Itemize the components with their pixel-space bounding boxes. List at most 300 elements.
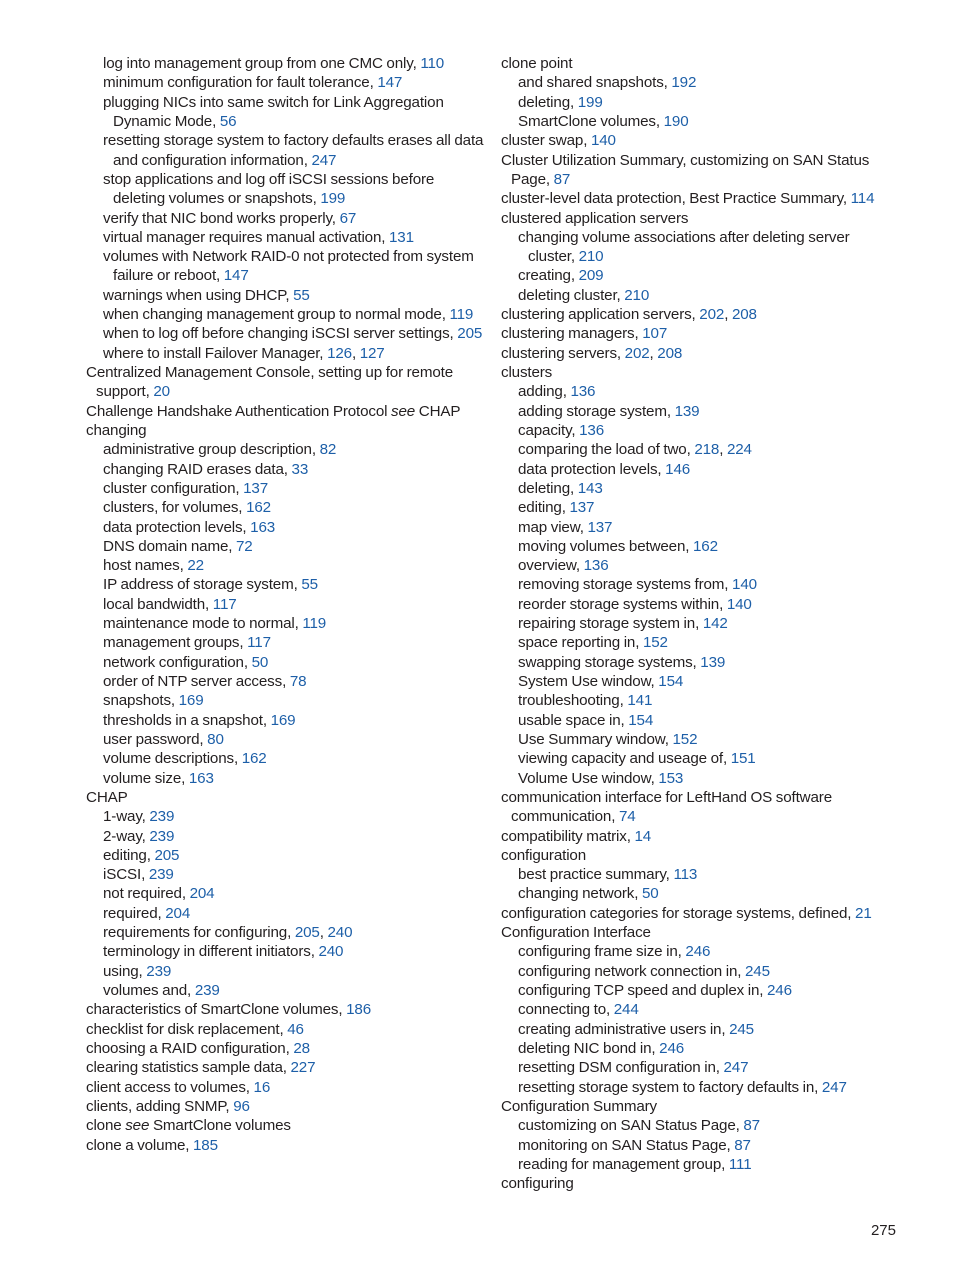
index-entry	[86, 1116, 488, 1135]
entry-text: configuration categories for storage systems, defined,	[501, 904, 856, 922]
entry-text: plugging NICs into same switch for Link Aggregation Dynamic Mode,	[103, 93, 444, 130]
page-link[interactable]: 152	[672, 730, 698, 748]
index-subentry	[518, 266, 893, 285]
entry-text: resetting storage system to factory defaults erases all data and configuration information,	[103, 132, 484, 169]
page-link[interactable]: 21	[855, 904, 872, 922]
entry-text: choosing a RAID configuration,	[86, 1039, 294, 1057]
page-link[interactable]: 117	[212, 595, 237, 613]
index-subentry	[103, 54, 488, 73]
page-link[interactable]: 137	[243, 479, 268, 497]
page-link[interactable]: 185	[193, 1136, 218, 1154]
entry-text: changing volume associations after deleting server cluster,	[518, 228, 850, 266]
page-link[interactable]: 224	[726, 441, 752, 459]
index-subentry	[103, 691, 488, 710]
page-link[interactable]: 14	[634, 827, 652, 845]
page-link[interactable]: 87	[734, 1136, 751, 1154]
entry-text: clustering application servers,	[501, 306, 700, 324]
page-link[interactable]: 113	[673, 866, 698, 884]
page-link[interactable]: 239	[149, 827, 175, 845]
index-subentry	[103, 170, 488, 209]
entry-text: iSCSI,	[103, 866, 149, 884]
index-entry	[86, 1000, 488, 1019]
entry-text: configuring frame size in,	[518, 943, 686, 961]
page-link[interactable]: 67	[339, 209, 357, 227]
index-subentry	[103, 672, 488, 691]
index-subentry	[103, 228, 488, 247]
page-link[interactable]: 131	[389, 228, 414, 246]
page-link[interactable]: 22	[187, 557, 204, 575]
index-entry	[501, 846, 893, 865]
page-link[interactable]: 239	[149, 808, 175, 826]
entry-text: IP address of storage system,	[103, 576, 302, 594]
index-subentry	[103, 537, 488, 556]
index-subentry	[103, 904, 488, 923]
page-link[interactable]: 137	[587, 518, 613, 536]
entry-text: resetting storage system to factory defaults in,	[518, 1078, 822, 1096]
index-entry	[501, 324, 893, 343]
index-subentry	[103, 595, 488, 614]
see-reference: see	[391, 402, 416, 420]
entry-text: DNS domain name,	[103, 537, 236, 555]
entry-text: best practice summary,	[518, 866, 674, 884]
index-subentry	[103, 247, 488, 286]
entry-text: usable space in,	[518, 711, 629, 729]
entry-text: data protection levels,	[103, 518, 251, 536]
page-link[interactable]: 190	[663, 112, 689, 130]
entry-text: warnings when using DHCP,	[103, 286, 294, 304]
index-subentry	[103, 440, 488, 459]
page-link[interactable]: 218	[694, 441, 720, 459]
entry-text: minimum configuration for fault tolerance,	[103, 74, 378, 92]
page-link[interactable]: 247	[723, 1059, 749, 1077]
entry-text: Configuration Interface	[501, 924, 651, 942]
page-link[interactable]: 87	[553, 170, 571, 188]
entry-text: Configuration Summary	[501, 1097, 657, 1115]
page-link[interactable]: 140	[726, 595, 752, 613]
entry-text: using,	[103, 962, 147, 980]
entry-text: characteristics of SmartClone volumes,	[86, 1001, 347, 1019]
index-subentry	[518, 981, 893, 1000]
page-link[interactable]: 20	[153, 383, 170, 401]
index-entry	[86, 1097, 488, 1116]
index-subentry: where to install Failover Manager, 126, 127	[103, 344, 385, 362]
entry-text: comparing the load of two,	[518, 441, 695, 459]
index-subentry	[103, 460, 488, 479]
entry-text: cluster swap,	[501, 132, 591, 150]
page-link[interactable]: 50	[642, 885, 659, 903]
index-entry	[86, 1020, 488, 1039]
index-subentry	[518, 1136, 893, 1155]
entry-text: data protection levels,	[518, 460, 666, 478]
page-link[interactable]: 72	[236, 537, 253, 555]
page-link[interactable]: 192	[671, 74, 697, 92]
index-subentry	[103, 131, 488, 170]
index-subentry	[518, 962, 893, 981]
page-link[interactable]: 142	[702, 615, 728, 633]
page-link[interactable]: 96	[233, 1097, 250, 1115]
entry-text: configuring network connection in,	[518, 962, 746, 980]
index-subentry	[518, 112, 893, 131]
page-link[interactable]: 210	[624, 286, 650, 304]
entry-text: Volume Use window,	[518, 769, 659, 787]
index-entry	[501, 1174, 893, 1193]
index-subentry	[518, 1020, 893, 1039]
index-subentry	[518, 1116, 893, 1135]
index-entry	[86, 1058, 488, 1077]
page-link[interactable]: 139	[700, 653, 726, 671]
entry-text: clusters	[501, 364, 553, 381]
index-subentry	[103, 807, 488, 826]
index-subentry	[518, 942, 893, 961]
page-link[interactable]: 199	[577, 93, 603, 111]
index-subentry	[518, 749, 893, 768]
page-link[interactable]: 208	[731, 306, 757, 324]
entry-text: clients, adding SNMP,	[86, 1097, 234, 1115]
page-link[interactable]: 239	[148, 866, 174, 884]
page-link[interactable]: 147	[223, 267, 249, 285]
index-subentry	[103, 981, 488, 1000]
index-subentry	[518, 479, 893, 498]
entry-text: editing,	[518, 499, 570, 517]
entry-text: volumes and,	[103, 982, 195, 999]
page-link[interactable]: 28	[293, 1039, 310, 1057]
entry-text: monitoring on SAN Status Page,	[518, 1136, 735, 1154]
entry-text: creating administrative users in,	[518, 1020, 730, 1038]
entry-text: Cluster Utilization Summary, customizing on SAN Status Page,	[501, 151, 870, 188]
entry-text: clone point	[501, 55, 573, 72]
page-link[interactable]: 110	[420, 55, 445, 72]
index-subentry	[103, 962, 488, 981]
entry-text: volume descriptions,	[103, 750, 242, 768]
index-entry	[501, 209, 893, 228]
entry-text: order of NTP server access,	[103, 673, 290, 690]
page-link[interactable]: 55	[293, 286, 310, 304]
index-subentry	[518, 672, 893, 691]
entry-text: virtual manager requires manual activation,	[103, 228, 390, 246]
page-link[interactable]: 126	[327, 344, 352, 362]
entry-text: network configuration,	[103, 653, 252, 671]
index-subentry	[518, 769, 893, 788]
page-link[interactable]: 136	[570, 383, 596, 401]
index-subentry	[518, 93, 893, 112]
page-link[interactable]: 55	[301, 576, 318, 594]
index-subentry	[103, 827, 488, 846]
page-link[interactable]: 245	[729, 1020, 754, 1038]
page-link[interactable]: 33	[291, 460, 309, 478]
index-subentry: requirements for configuring, 205, 240	[103, 924, 353, 942]
index-subentry	[518, 228, 893, 267]
entry-text: reorder storage systems within,	[518, 595, 727, 613]
page-link[interactable]: 246	[685, 943, 711, 961]
page-link[interactable]: 78	[289, 673, 307, 690]
page-link[interactable]: 56	[219, 112, 237, 130]
index-subentry	[103, 633, 488, 652]
entry-text: Challenge Handshake Authentication Protocol	[86, 402, 392, 420]
entry-text: verify that NIC bond works properly,	[103, 209, 340, 227]
page-link[interactable]: 246	[659, 1039, 685, 1057]
page-link[interactable]: 205	[294, 924, 320, 942]
index-subentry: comparing the load of two, 218, 224	[518, 441, 752, 459]
entry-text: required,	[103, 904, 166, 922]
index-entry	[86, 1039, 488, 1058]
entry-text: 2-way,	[103, 827, 150, 845]
index-subentry	[103, 884, 488, 903]
entry-text: editing,	[103, 846, 155, 864]
entry-text: removing storage systems from,	[518, 576, 733, 594]
index-subentry	[103, 711, 488, 730]
index-entry	[86, 363, 488, 402]
page-link[interactable]: 246	[767, 982, 792, 999]
entry-text: repairing storage system in,	[518, 615, 703, 633]
entry-text: deleting NIC bond in,	[518, 1039, 660, 1057]
page-link[interactable]: 82	[319, 441, 337, 459]
page-link[interactable]: 239	[194, 982, 220, 999]
index-subentry	[518, 711, 893, 730]
index-subentry	[103, 865, 488, 884]
entry-text: thresholds in a snapshot,	[103, 711, 271, 729]
page-link[interactable]: 240	[318, 943, 344, 961]
entry-text: configuring TCP speed and duplex in,	[518, 982, 768, 999]
entry-text: clone a volume,	[86, 1136, 193, 1154]
entry-text: log into management group from one CMC only,	[103, 55, 421, 72]
index-subentry	[518, 518, 893, 537]
page-link[interactable]: 46	[287, 1020, 304, 1038]
entry-text: creating,	[518, 267, 579, 285]
entry-text: changing RAID erases data,	[103, 460, 292, 478]
index-subentry	[518, 614, 893, 633]
entry-text: clone	[86, 1117, 126, 1135]
page-link[interactable]: 169	[270, 711, 296, 729]
page-link[interactable]: 127	[359, 344, 385, 362]
index-subentry	[518, 691, 893, 710]
entry-text: space reporting in,	[518, 634, 643, 652]
index-subentry	[518, 730, 893, 749]
page-link[interactable]: 154	[628, 711, 654, 729]
page-link[interactable]: 119	[302, 615, 327, 633]
entry-text: host names,	[103, 557, 188, 575]
entry-text: Centralized Management Console, setting up for remote support,	[86, 364, 454, 401]
page-link[interactable]: 186	[346, 1001, 372, 1019]
index-subentry	[518, 653, 893, 672]
index-subentry	[518, 1078, 893, 1097]
index-entry	[86, 1078, 488, 1097]
index-entry	[501, 54, 893, 73]
page-link[interactable]: 139	[674, 402, 700, 420]
page-link[interactable]: 199	[320, 190, 346, 208]
page-link[interactable]: 247	[821, 1078, 847, 1096]
entry-text: deleting cluster,	[518, 286, 625, 304]
index-entry	[86, 788, 488, 807]
index-entry	[501, 131, 893, 150]
index-subentry	[103, 749, 488, 768]
page-link[interactable]: 239	[146, 962, 172, 980]
entry-text: changing network,	[518, 885, 642, 903]
index-entry	[501, 1097, 893, 1116]
page-link[interactable]: 162	[241, 750, 267, 768]
page-link[interactable]: 152	[642, 634, 668, 652]
index-subentry	[518, 1039, 893, 1058]
page-link[interactable]: 119	[449, 306, 474, 324]
entry-text: user password,	[103, 730, 208, 748]
page-link[interactable]: 151	[730, 750, 756, 768]
index-column-left	[86, 54, 488, 1155]
entry-text: when changing management group to normal mode,	[103, 306, 450, 324]
entry-text: stop applications and log off iSCSI sessions before deleting volumes or snapshots,	[103, 170, 435, 208]
index-entry	[501, 788, 893, 827]
page-link[interactable]: 210	[578, 248, 604, 266]
page-link[interactable]: 136	[583, 557, 609, 575]
entry-text: cluster configuration,	[103, 479, 244, 497]
index-subentry	[518, 460, 893, 479]
entry-text: capacity,	[518, 421, 580, 439]
page-link[interactable]: 74	[618, 808, 636, 826]
entry-text: clearing statistics sample data,	[86, 1059, 291, 1077]
index-subentry	[103, 942, 488, 961]
page-link[interactable]: 204	[189, 885, 215, 903]
index-entry	[501, 151, 893, 190]
index-subentry	[518, 595, 893, 614]
entry-text: adding,	[518, 383, 571, 401]
entry-text: 1-way,	[103, 808, 150, 826]
entry-text: changing	[86, 421, 147, 439]
page-link[interactable]: 245	[745, 962, 770, 980]
page-link[interactable]: 209	[578, 267, 604, 285]
page-number: 275	[870, 1222, 896, 1239]
entry-text: checklist for disk replacement,	[86, 1020, 288, 1038]
page-link[interactable]: 202	[699, 306, 725, 324]
index-entry	[501, 904, 893, 923]
page-link[interactable]: 136	[579, 421, 605, 439]
entry-text: volumes with Network RAID-0 not protected from system failure or reboot,	[103, 248, 474, 285]
entry-text: configuration	[501, 846, 587, 864]
index-entry	[501, 923, 893, 942]
page-link[interactable]: 205	[457, 325, 483, 343]
index-subentry	[103, 769, 488, 788]
entry-text: clusters, for volumes,	[103, 499, 247, 517]
entry-text: management groups,	[103, 634, 248, 652]
page-link[interactable]: 50	[251, 653, 269, 671]
page-link[interactable]: 163	[188, 769, 214, 787]
page-link[interactable]: 146	[665, 460, 691, 478]
entry-text: deleting,	[518, 479, 578, 497]
index-subentry	[518, 73, 893, 92]
page-link[interactable]: 153	[658, 769, 684, 787]
entry-text: snapshots,	[103, 692, 179, 710]
index-subentry	[103, 286, 488, 305]
index-entry: clustering servers, 202, 208	[501, 344, 683, 362]
entry-text: compatibility matrix,	[501, 827, 635, 845]
entry-text: connecting to,	[518, 1001, 614, 1019]
page-link[interactable]: 80	[207, 730, 224, 748]
index-subentry	[518, 1058, 893, 1077]
entry-text: local bandwidth,	[103, 595, 213, 613]
entry-text: configuring	[501, 1175, 574, 1193]
page-link[interactable]: 140	[590, 132, 616, 150]
index-entry	[86, 402, 488, 421]
page-link[interactable]: 202	[624, 344, 650, 362]
entry-text: requirements for configuring,	[103, 924, 295, 942]
page-link[interactable]: 147	[377, 74, 403, 92]
entry-text: terminology in different initiators,	[103, 943, 319, 961]
index-subentry	[103, 93, 488, 132]
entry-text: customizing on SAN Status Page,	[518, 1117, 744, 1135]
entry-text: where to install Failover Manager,	[103, 344, 328, 362]
page-link[interactable]: 143	[577, 479, 603, 497]
page-link[interactable]: 154	[658, 673, 684, 690]
entry-text: cluster-level data protection, Best Practice Summary,	[501, 190, 851, 208]
page-link[interactable]: 204	[165, 904, 191, 922]
page-link[interactable]: 111	[728, 1155, 752, 1173]
index-entry: clustering application servers, 202, 208	[501, 306, 757, 324]
entry-text: moving volumes between,	[518, 537, 694, 555]
index-subentry	[103, 730, 488, 749]
index-subentry	[103, 556, 488, 575]
page-link[interactable]: 16	[253, 1078, 271, 1096]
index-subentry	[103, 518, 488, 537]
index-subentry	[518, 633, 893, 652]
page-link[interactable]: 140	[732, 576, 757, 594]
see-reference: see	[125, 1117, 150, 1135]
entry-text: clustering servers,	[501, 344, 625, 362]
page-link[interactable]: 162	[693, 537, 718, 555]
index-subentry	[103, 324, 488, 343]
index-subentry	[103, 305, 488, 324]
see-target: SmartClone volumes	[149, 1117, 291, 1135]
page-link[interactable]: 247	[311, 151, 337, 169]
index-subentry	[518, 382, 893, 401]
page-link[interactable]: 227	[290, 1059, 316, 1077]
index-subentry	[518, 865, 893, 884]
page-link[interactable]: 137	[569, 499, 595, 517]
page-link[interactable]: 114	[850, 190, 875, 208]
entry-text: clustering managers,	[501, 325, 643, 343]
entry-text: when to log off before changing iSCSI server settings,	[103, 325, 458, 343]
entry-text: communication interface for LeftHand OS software communication,	[501, 788, 832, 826]
entry-text: volume size,	[103, 769, 189, 787]
page-link[interactable]: 208	[657, 344, 683, 362]
page-link[interactable]: 87	[743, 1117, 760, 1135]
index-entry	[501, 363, 893, 382]
page-link[interactable]: 141	[627, 692, 653, 710]
page-link[interactable]: 244	[613, 1001, 639, 1019]
page-link[interactable]: 205	[154, 846, 180, 864]
page-link[interactable]: 107	[642, 325, 668, 343]
index-subentry	[518, 537, 893, 556]
index-entry	[86, 1136, 488, 1155]
entry-text: client access to volumes,	[86, 1078, 254, 1096]
index-subentry	[518, 575, 893, 594]
entry-text: resetting DSM configuration in,	[518, 1059, 724, 1077]
index-subentry	[518, 421, 893, 440]
page-link[interactable]: 162	[246, 499, 271, 517]
entry-text: viewing capacity and useage of,	[518, 750, 731, 768]
see-target: CHAP	[415, 402, 461, 420]
page-link[interactable]: 169	[178, 692, 204, 710]
index-subentry	[103, 73, 488, 92]
page-link[interactable]: 117	[247, 634, 271, 652]
index-subentry	[518, 1000, 893, 1019]
index-subentry	[518, 556, 893, 575]
index-subentry	[518, 286, 893, 305]
entry-text: System Use window,	[518, 673, 659, 690]
entry-text: troubleshooting,	[518, 692, 628, 710]
page-link[interactable]: 240	[327, 924, 353, 942]
index-entry	[86, 421, 488, 440]
entry-text: SmartClone volumes,	[518, 112, 664, 130]
entry-text: deleting,	[518, 93, 578, 111]
page-link[interactable]: 163	[250, 518, 276, 536]
entry-text: adding storage system,	[518, 402, 675, 420]
